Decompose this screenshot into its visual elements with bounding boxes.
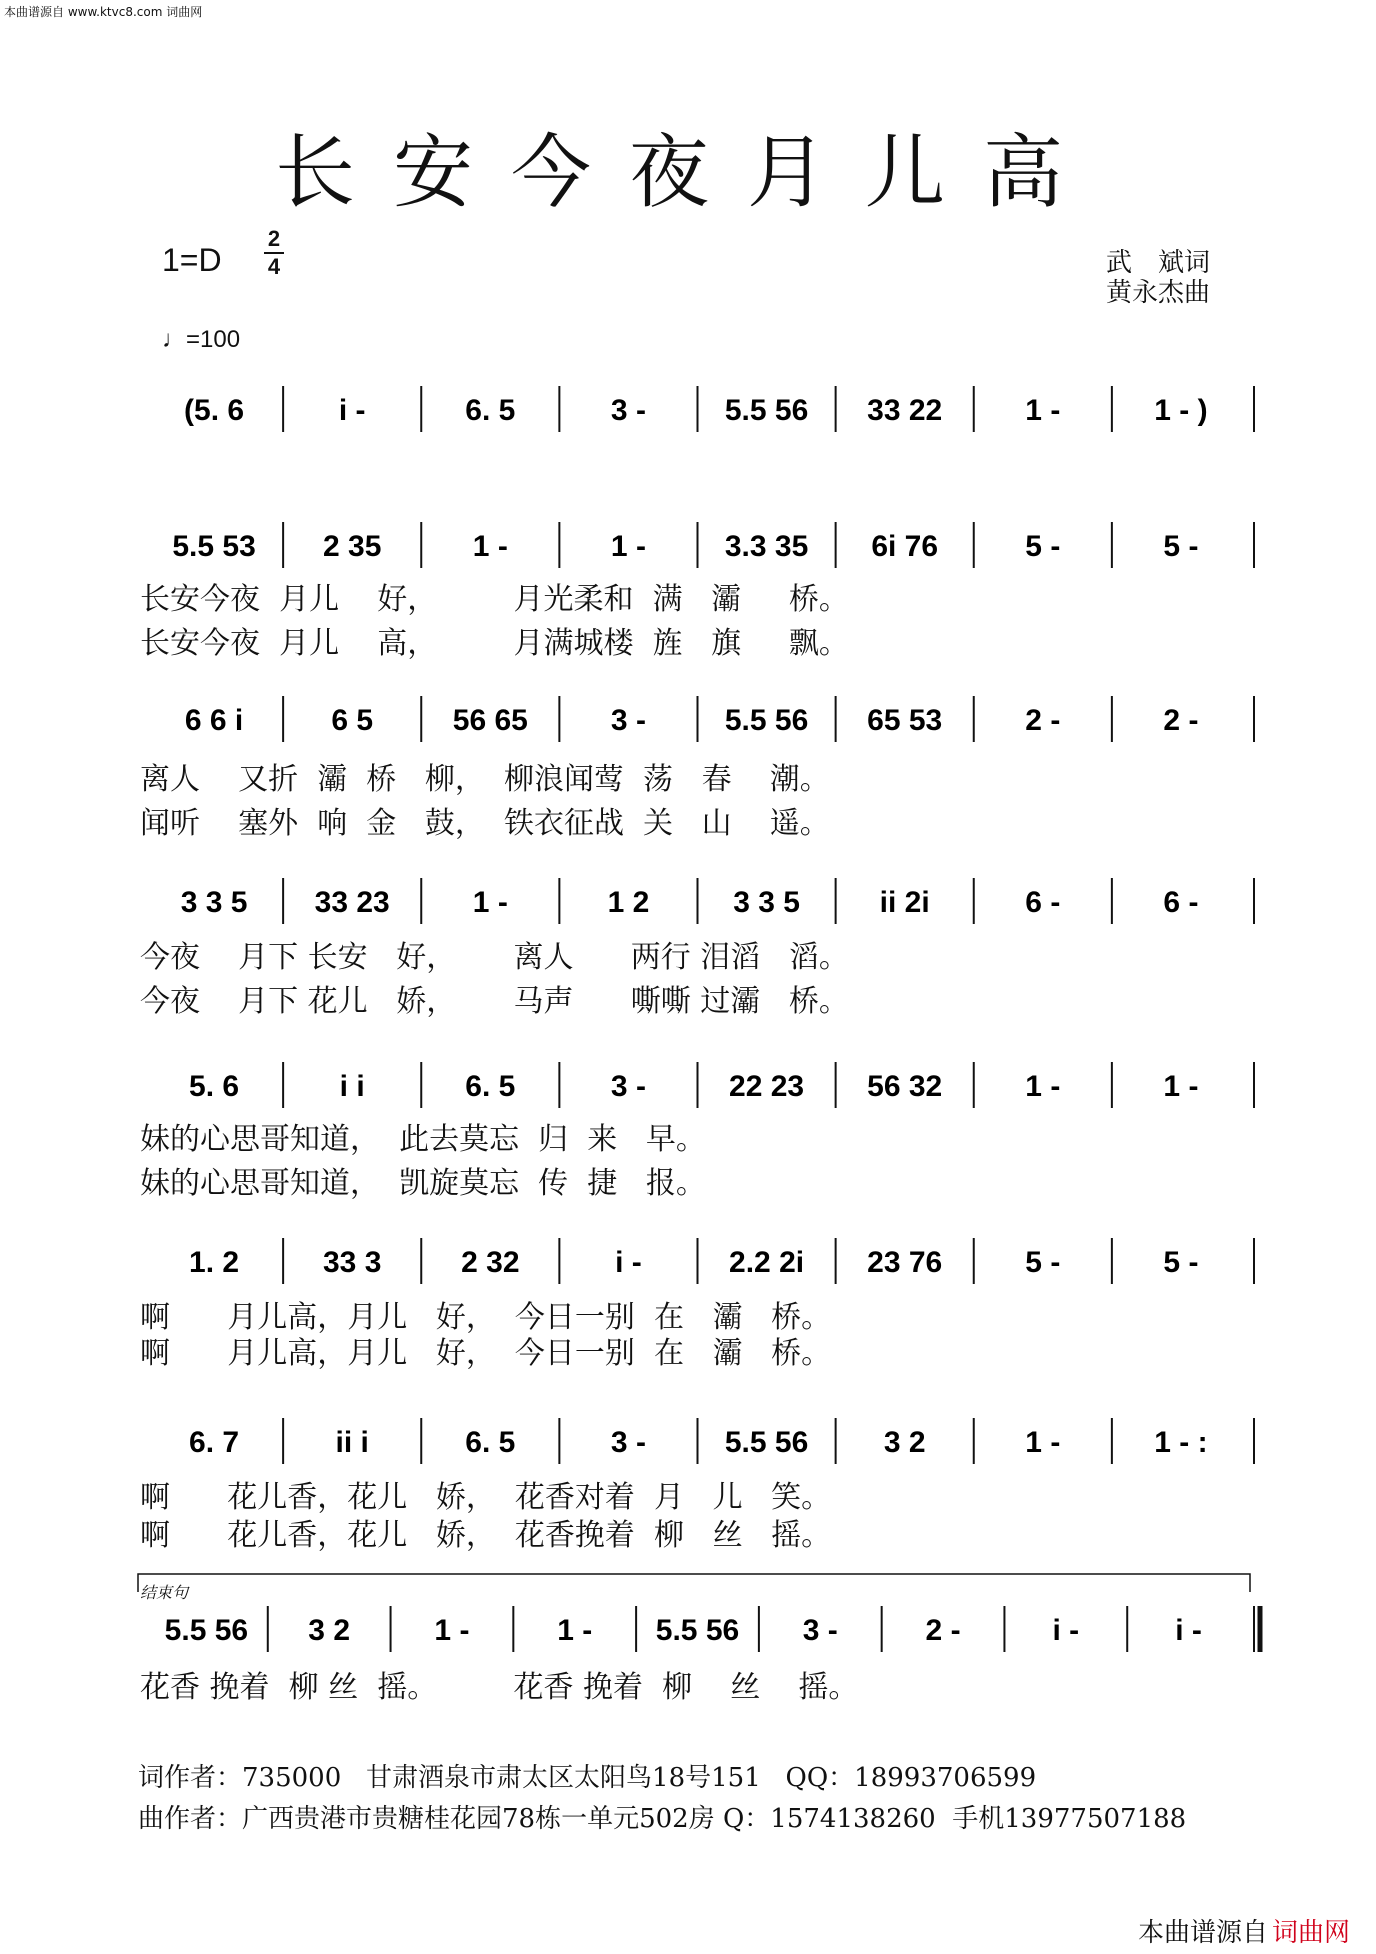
song-title: 长安今夜月儿高 bbox=[275, 126, 1101, 219]
measure-notes: 5 - bbox=[1163, 1246, 1199, 1279]
lyric-line: 闻听 塞外 响 金 鼓， 铁衣征战 关 山 遥。 bbox=[140, 806, 830, 841]
lyric-line: 今夜 月下 花儿 娇， 马声 嘶嘶 过灞 桥。 bbox=[140, 984, 849, 1019]
measure-notes: 3 - bbox=[610, 394, 646, 427]
measure-notes: 1 - bbox=[610, 530, 646, 563]
measure-notes: 2 - bbox=[925, 1614, 961, 1647]
measure-notes: 1 - bbox=[472, 886, 508, 919]
measure-notes: 2 32 bbox=[461, 1246, 520, 1279]
footer-site-name: 词曲网 bbox=[1272, 1918, 1351, 1948]
measure-notes: 5 - bbox=[1163, 530, 1199, 563]
measure-notes: 5. 6 bbox=[189, 1070, 240, 1103]
measure-notes: 33 23 bbox=[314, 886, 390, 919]
time-bottom: 4 bbox=[267, 254, 281, 279]
lyricist-credit: 武 斌词 bbox=[1106, 248, 1211, 278]
measure-notes: i - bbox=[1175, 1614, 1202, 1647]
measure-notes: ii i bbox=[335, 1426, 369, 1459]
measure-notes: 33 3 bbox=[322, 1246, 382, 1279]
measure-notes: i i bbox=[339, 1070, 365, 1103]
measure-notes: 6. 5 bbox=[465, 1426, 516, 1459]
lyric-line: 啊 月儿高，月儿 好， 今日一别 在 灞 桥。 bbox=[140, 1300, 832, 1335]
measure-notes: 6 6 i bbox=[184, 704, 244, 737]
score-system bbox=[165, 1606, 1260, 1652]
lyric-line: 妹的心思哥知道， 此去莫忘 归 来 早。 bbox=[140, 1122, 706, 1157]
measure-notes: 6 - bbox=[1163, 886, 1199, 919]
measure-notes: 1 - bbox=[1163, 1070, 1199, 1103]
lyricist-contact: 词作者：735000 甘肃酒泉市肃太区太阳鸟18号151 QQ：18993706599 bbox=[138, 1763, 1037, 1793]
composer-contact: 曲作者：广西贵港市贵糖桂花园78栋一单元502房 Q：1574138260 手机13977507188 bbox=[138, 1804, 1187, 1834]
score-system bbox=[184, 386, 1254, 432]
measure-notes: 6. 7 bbox=[189, 1426, 240, 1459]
watermark: 本曲谱源自 www.ktvc8.com 词曲网 bbox=[4, 5, 203, 19]
measure-notes: 2.2 2i bbox=[729, 1246, 805, 1279]
ending-bracket bbox=[138, 1574, 1250, 1592]
measure-notes: 2 35 bbox=[322, 530, 382, 563]
measure-notes: 2 - bbox=[1163, 704, 1199, 737]
measure-notes: 5 - bbox=[1025, 1246, 1061, 1279]
composer-credit: 黄永杰曲 bbox=[1106, 278, 1211, 308]
measure-notes: 1 - bbox=[1025, 1070, 1061, 1103]
measure-notes: (5. 6 bbox=[184, 394, 245, 427]
measure-notes: 1 2 bbox=[607, 886, 650, 919]
measure-notes: 65 53 bbox=[867, 704, 943, 737]
measure-notes: i - bbox=[615, 1246, 642, 1279]
measure-notes: 5.5 56 bbox=[724, 704, 809, 737]
measure-notes: 56 65 bbox=[452, 704, 528, 737]
measure-notes: 33 22 bbox=[867, 394, 943, 427]
measure-notes: 56 32 bbox=[867, 1070, 943, 1103]
score-system bbox=[172, 522, 1254, 568]
measure-notes: 3 - bbox=[610, 704, 646, 737]
score-system bbox=[189, 1062, 1254, 1108]
measure-notes: i - bbox=[338, 394, 366, 427]
measure-notes: 1 - bbox=[434, 1614, 470, 1647]
measure-notes: 3 - bbox=[610, 1070, 646, 1103]
score-system bbox=[189, 1238, 1254, 1284]
lyric-line: 啊 花儿香，花儿 娇， 花香挽着 柳 丝 摇。 bbox=[140, 1518, 832, 1553]
measure-notes: 5.5 56 bbox=[724, 1426, 809, 1459]
lyric-line: 今夜 月下 长安 好， 离人 两行 泪滔 滔。 bbox=[140, 940, 849, 975]
measure-notes: 2 - bbox=[1025, 704, 1061, 737]
measure-notes: 6. 5 bbox=[465, 394, 516, 427]
measure-notes: 23 76 bbox=[867, 1246, 943, 1279]
measure-notes: i - bbox=[1052, 1614, 1080, 1647]
lyric-line: 长安今夜 月儿 好， 月光柔和 满 灞 桥。 bbox=[140, 582, 849, 617]
measure-notes: ii 2i bbox=[879, 886, 930, 919]
measure-notes: 5.5 53 bbox=[172, 530, 256, 563]
measure-notes: 1 - : bbox=[1154, 1426, 1208, 1459]
tempo-marking: ♩=100 bbox=[162, 326, 241, 353]
lyric-line: 啊 月儿高，月儿 好， 今日一别 在 灞 桥。 bbox=[140, 1336, 832, 1371]
measure-notes: 5.5 56 bbox=[164, 1614, 249, 1647]
measure-notes: 1 - bbox=[1025, 1426, 1061, 1459]
key-signature: 1=D bbox=[162, 242, 222, 278]
measure-notes: 1 - bbox=[472, 530, 508, 563]
measure-notes: 1 - bbox=[557, 1614, 593, 1647]
ending-label: 结束句 bbox=[140, 1583, 189, 1602]
measure-notes: 6 - bbox=[1025, 886, 1061, 919]
measure-notes: 3 3 5 bbox=[180, 886, 248, 919]
measure-notes: 6. 5 bbox=[465, 1070, 516, 1103]
lyric-line: 妹的心思哥知道， 凯旋莫忘 传 捷 报。 bbox=[140, 1166, 706, 1201]
measure-notes: 3 2 bbox=[308, 1614, 351, 1647]
measure-notes: 1 - bbox=[1025, 394, 1061, 427]
measure-notes: 3 - bbox=[610, 1426, 646, 1459]
lyric-line: 离人 又折 灞 桥 柳， 柳浪闻莺 荡 春 潮。 bbox=[140, 762, 830, 797]
score-system bbox=[189, 1418, 1254, 1464]
lyric-line: 花香 挽着 柳 丝 摇。 花香 挽着 柳 丝 摇。 bbox=[140, 1670, 859, 1705]
lyric-line: 啊 花儿香，花儿 娇， 花香对着 月 儿 笑。 bbox=[140, 1480, 832, 1515]
measure-notes: 6 5 bbox=[331, 704, 374, 737]
measure-notes: 5.5 56 bbox=[655, 1614, 740, 1647]
measure-notes: 3.3 35 bbox=[724, 530, 809, 563]
footer-source-label: 本曲谱源自 bbox=[1138, 1918, 1269, 1948]
measure-notes: 5 - bbox=[1025, 530, 1061, 563]
measure-notes: 1 - ) bbox=[1154, 394, 1208, 427]
score-system bbox=[181, 878, 1254, 924]
measure-notes: 1. 2 bbox=[189, 1246, 240, 1279]
score-system bbox=[185, 696, 1254, 742]
measure-notes: 6i 76 bbox=[871, 530, 939, 563]
lyric-line: 长安今夜 月儿 高， 月满城楼 旌 旗 飘。 bbox=[140, 626, 849, 661]
measure-notes: 5.5 56 bbox=[724, 394, 809, 427]
measure-notes: 22 23 bbox=[729, 1070, 805, 1103]
measure-notes: 3 2 bbox=[883, 1426, 926, 1459]
measure-notes: 3 3 5 bbox=[733, 886, 800, 919]
measure-notes: 3 - bbox=[802, 1614, 838, 1647]
time-top: 2 bbox=[267, 226, 281, 251]
